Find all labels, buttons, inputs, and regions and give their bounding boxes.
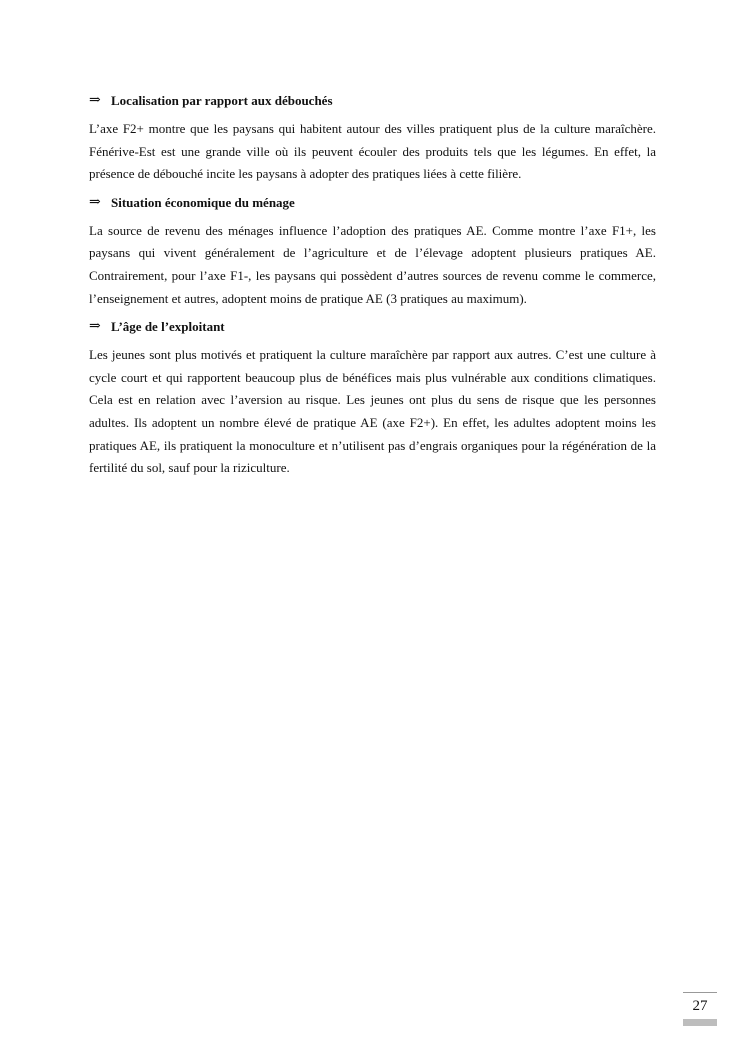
section-paragraph-debouches: L’axe F2+ montre que les paysans qui habitent autour des villes pratiquent plus de la culture maraîchère. Fénérive-Est est une grande ville où ils peuvent écouler des produits tels que les légumes. En effet, la présence de débouché incite les paysans à adopter des pratiques liées à cette filière. [89, 121, 656, 182]
page-number: 27 [692, 998, 708, 1014]
right-double-arrow-icon: ⇒ [89, 319, 101, 335]
section-heading-text: Localisation par rapport aux débouchés [111, 93, 333, 108]
document-body [89, 90, 656, 486]
section-heading-text: Situation économique du ménage [111, 194, 295, 210]
section-paragraph-situation-economique: La source de revenu des ménages influence l’adoption des pratiques AE. Comme montre l’axe F1+, les paysans qui vivent généralement de l’agriculture et de l’élevage adoptent plusieurs pratiques AE. Contrairement, pour l’axe F1-, les paysans qui possèdent d’autres sources de revenu comme le commerce, l’enseignement et autres, adoptent moins de pratique AE (3 pratiques au maximum). [89, 222, 656, 306]
section-heading-situation-economique [89, 192, 656, 214]
section-heading-debouches [89, 90, 656, 112]
section-paragraph-age-exploitant: Les jeunes sont plus motivés et pratiquent la culture maraîchère par rapport aux autres. C’est une culture à cycle court et qui rapportent beaucoup plus de bénéfices mais plus vulnérable aux conditions climatiques. Cela est en relation avec l’aversion au risque. Les jeunes ont plus du sens de risque que les personnes adultes. Ils adoptent un nombre élevé de pratique AE (axe F2+). En effet, les adultes adoptent moins les pratiques AE, ils pratiquent la monoculture et n’utilisent pas d’engrais organiques pour la régénération de la fertilité du sol, sauf pour la riziculture. [89, 347, 656, 476]
section-heading-age-exploitant [89, 316, 656, 338]
right-double-arrow-icon: ⇒ [89, 194, 101, 210]
right-double-arrow-icon: ⇒ [89, 93, 101, 108]
page-number-bar [683, 1019, 717, 1026]
page-footer [683, 992, 717, 1026]
section-heading-text: L’âge de l’exploitant [111, 319, 225, 335]
